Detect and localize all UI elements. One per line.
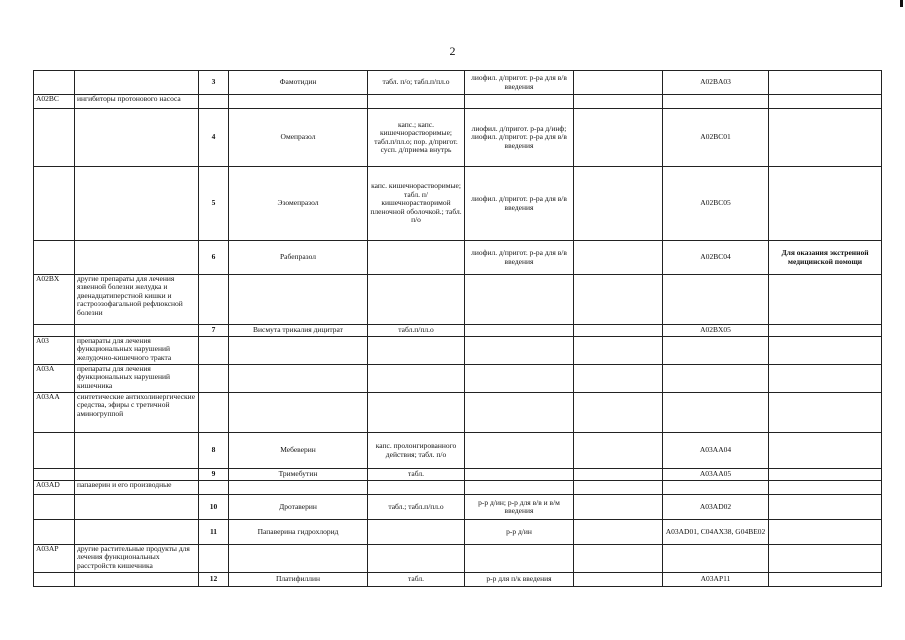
row-number xyxy=(199,393,229,433)
atc-group-code: A03 xyxy=(34,337,75,365)
note xyxy=(769,495,882,520)
dosage-form-injectable: р-р д/ин; р-р для в/в и в/м введения xyxy=(465,495,574,520)
drug-name xyxy=(229,481,368,495)
drug-name: Мебеверин xyxy=(229,433,368,469)
dosage-form xyxy=(368,365,465,393)
dosage-form xyxy=(368,520,465,545)
atc-code xyxy=(663,275,769,325)
atc-code: A02BX05 xyxy=(663,325,769,337)
empty-cell xyxy=(574,95,663,109)
atc-code xyxy=(663,545,769,573)
empty-cell xyxy=(574,393,663,433)
atc-code xyxy=(663,365,769,393)
atc-group-code xyxy=(34,469,75,481)
table-row xyxy=(34,495,882,520)
drug-name xyxy=(229,393,368,433)
dosage-form-injectable xyxy=(465,393,574,433)
dosage-form-injectable: лиофил. д/пригот. р-ра д/инф; лиофил. д/пригот. р-ра для в/в введения xyxy=(465,109,574,167)
note xyxy=(769,109,882,167)
empty-cell xyxy=(574,109,663,167)
dosage-form xyxy=(368,545,465,573)
row-number xyxy=(199,365,229,393)
dosage-form-injectable: лиофил. д/пригот. р-ра для в/в введения xyxy=(465,167,574,241)
drug-name: Тримебутин xyxy=(229,469,368,481)
row-number: 11 xyxy=(199,520,229,545)
table-row xyxy=(34,71,882,95)
note xyxy=(769,337,882,365)
note xyxy=(769,545,882,573)
table-row xyxy=(34,337,882,365)
empty-cell xyxy=(574,167,663,241)
row-number: 10 xyxy=(199,495,229,520)
note xyxy=(769,365,882,393)
empty-cell xyxy=(574,481,663,495)
drug-name: Омепразол xyxy=(229,109,368,167)
drug-name: Дротаверин xyxy=(229,495,368,520)
group-description xyxy=(75,469,199,481)
empty-cell xyxy=(574,365,663,393)
group-description: другие препараты для лечения язвенной болезни желудка и двенадцатиперстной кишки и гастроэзофагальной рефлюксной болезни xyxy=(75,275,199,325)
group-description xyxy=(75,241,199,275)
group-description: препараты для лечения функциональных нарушений кишечника xyxy=(75,365,199,393)
empty-cell xyxy=(574,337,663,365)
dosage-form xyxy=(368,241,465,275)
dosage-form xyxy=(368,95,465,109)
empty-cell xyxy=(574,241,663,275)
atc-group-code xyxy=(34,325,75,337)
group-description xyxy=(75,520,199,545)
table-row xyxy=(34,433,882,469)
row-number xyxy=(199,275,229,325)
dosage-form: табл. xyxy=(368,573,465,587)
atc-group-code: A03AD xyxy=(34,481,75,495)
row-number xyxy=(199,337,229,365)
dosage-form-injectable: р-р д/ин xyxy=(465,520,574,545)
dosage-form-injectable xyxy=(465,325,574,337)
table-row xyxy=(34,573,882,587)
empty-cell xyxy=(574,545,663,573)
atc-group-code xyxy=(34,71,75,95)
group-description xyxy=(75,325,199,337)
dosage-form xyxy=(368,481,465,495)
group-description xyxy=(75,573,199,587)
dosage-form: капс. пролонгированного действия; табл. п/о xyxy=(368,433,465,469)
dosage-form-injectable: р-р для п/к введения xyxy=(465,573,574,587)
note xyxy=(769,573,882,587)
table-row xyxy=(34,241,882,275)
note xyxy=(769,393,882,433)
table-row xyxy=(34,520,882,545)
dosage-form-injectable xyxy=(465,481,574,495)
table-row xyxy=(34,469,882,481)
group-description: другие растительные продукты для лечения функциональных расстройств кишечника xyxy=(75,545,199,573)
atc-group-code xyxy=(34,167,75,241)
atc-group-code: A03AP xyxy=(34,545,75,573)
atc-code: A03AD02 xyxy=(663,495,769,520)
note xyxy=(769,481,882,495)
atc-code: A03AA04 xyxy=(663,433,769,469)
group-description: ингибиторы протонового насоса xyxy=(75,95,199,109)
atc-group-code xyxy=(34,241,75,275)
empty-cell xyxy=(574,469,663,481)
table-row xyxy=(34,481,882,495)
dosage-form-injectable xyxy=(465,433,574,469)
dosage-form-injectable xyxy=(465,275,574,325)
atc-code: A02BC01 xyxy=(663,109,769,167)
atc-group-code xyxy=(34,495,75,520)
drug-name xyxy=(229,365,368,393)
atc-code xyxy=(663,95,769,109)
atc-code: A02BA03 xyxy=(663,71,769,95)
dosage-form: капс. кишечнорастворимые; табл. п/кишечнорастворимой пленочной оболочкой.; табл. п/о xyxy=(368,167,465,241)
note xyxy=(769,275,882,325)
atc-group-code: A02BX xyxy=(34,275,75,325)
row-number: 3 xyxy=(199,71,229,95)
row-number xyxy=(199,545,229,573)
drug-name: Эзомепразол xyxy=(229,167,368,241)
atc-group-code xyxy=(34,573,75,587)
row-number: 6 xyxy=(199,241,229,275)
empty-cell xyxy=(574,433,663,469)
dosage-form: табл. xyxy=(368,469,465,481)
drug-name: Рабепразол xyxy=(229,241,368,275)
empty-cell xyxy=(574,325,663,337)
dosage-form xyxy=(368,275,465,325)
atc-code: A02BC05 xyxy=(663,167,769,241)
group-description: синтетические антихолинергические средства, эфиры с третичной аминогруппой xyxy=(75,393,199,433)
group-description xyxy=(75,433,199,469)
drug-name: Фамотидин xyxy=(229,71,368,95)
table-row xyxy=(34,275,882,325)
drug-name: Папаверина гидрохлорид xyxy=(229,520,368,545)
atc-group-code: A03AA xyxy=(34,393,75,433)
dosage-form: табл.п/пл.о xyxy=(368,325,465,337)
table-row xyxy=(34,325,882,337)
row-number: 7 xyxy=(199,325,229,337)
atc-code xyxy=(663,337,769,365)
dosage-form-injectable xyxy=(465,469,574,481)
note xyxy=(769,325,882,337)
empty-cell xyxy=(574,520,663,545)
dosage-form xyxy=(368,393,465,433)
atc-code: A03AD01, C04AX38, G04BE02 xyxy=(663,520,769,545)
note xyxy=(769,71,882,95)
drug-name: Висмута трикалия дицитрат xyxy=(229,325,368,337)
empty-cell xyxy=(574,573,663,587)
dosage-form-injectable xyxy=(465,365,574,393)
dosage-form: капс.; капс. кишечнорастворимые; табл.п/пл.о; пор. д/пригот. сусп. д/приема внутрь xyxy=(368,109,465,167)
dosage-form-injectable xyxy=(465,95,574,109)
drug-name xyxy=(229,545,368,573)
table-row xyxy=(34,545,882,573)
table-row xyxy=(34,393,882,433)
empty-cell xyxy=(574,71,663,95)
dosage-form-injectable xyxy=(465,545,574,573)
empty-cell xyxy=(574,495,663,520)
atc-group-code xyxy=(34,520,75,545)
row-number: 5 xyxy=(199,167,229,241)
row-number xyxy=(199,95,229,109)
group-description xyxy=(75,109,199,167)
row-number xyxy=(199,481,229,495)
empty-cell xyxy=(574,275,663,325)
note xyxy=(769,95,882,109)
atc-group-code xyxy=(34,433,75,469)
row-number: 12 xyxy=(199,573,229,587)
dosage-form-injectable: лиофил. д/пригот. р-ра для в/в введения xyxy=(465,71,574,95)
row-number: 9 xyxy=(199,469,229,481)
atc-code: A03AP11 xyxy=(663,573,769,587)
table-row xyxy=(34,365,882,393)
atc-code: A03AA05 xyxy=(663,469,769,481)
atc-code: A02BC04 xyxy=(663,241,769,275)
note: Для оказания экстренной медицинской помощи xyxy=(769,241,882,275)
drug-name: Платифиллин xyxy=(229,573,368,587)
table-row xyxy=(34,167,882,241)
dosage-form-injectable xyxy=(465,337,574,365)
table-body xyxy=(34,71,882,587)
dosage-form: табл.; табл.п/пл.о xyxy=(368,495,465,520)
note xyxy=(769,167,882,241)
dosage-form xyxy=(368,337,465,365)
drug-name xyxy=(229,95,368,109)
atc-group-code: A03A xyxy=(34,365,75,393)
note xyxy=(769,433,882,469)
drug-name xyxy=(229,337,368,365)
group-description xyxy=(75,167,199,241)
atc-code xyxy=(663,393,769,433)
note xyxy=(769,469,882,481)
drug-table xyxy=(33,70,882,587)
group-description: папаверин и его производные xyxy=(75,481,199,495)
note xyxy=(769,520,882,545)
dosage-form: табл. п/о; табл.п/пл.о xyxy=(368,71,465,95)
page-number: 2 xyxy=(449,44,456,58)
atc-group-code: A02BC xyxy=(34,95,75,109)
atc-group-code xyxy=(34,109,75,167)
dosage-form-injectable: лиофил. д/пригот. р-ра для в/в введения xyxy=(465,241,574,275)
atc-code xyxy=(663,481,769,495)
table-row xyxy=(34,109,882,167)
corner-mark xyxy=(900,0,903,7)
group-description: препараты для лечения функциональных нарушений желудочно-кишечного тракта xyxy=(75,337,199,365)
group-description xyxy=(75,71,199,95)
group-description xyxy=(75,495,199,520)
drug-name xyxy=(229,275,368,325)
row-number: 4 xyxy=(199,109,229,167)
row-number: 8 xyxy=(199,433,229,469)
table-row xyxy=(34,95,882,109)
